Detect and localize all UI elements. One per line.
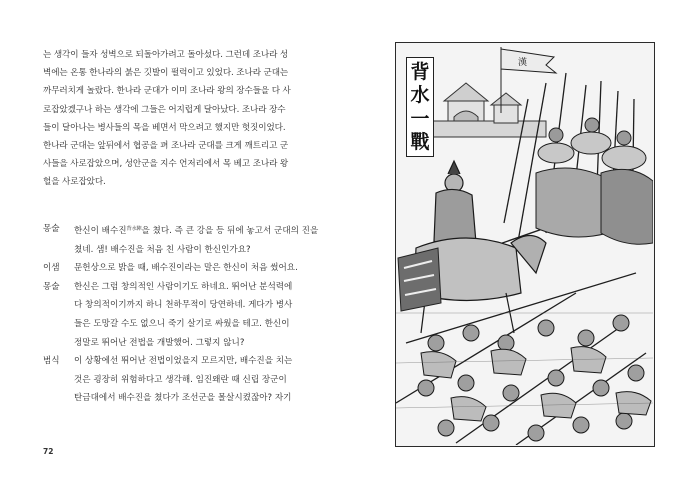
speech-text: [74, 352, 303, 408]
speech-line: 문헌상으로 밝을 때, 배수진이라는 말은 한신이 처음 썼어요.: [74, 263, 298, 274]
speech-line: 다 창의적이기까지 하니 천하무적이 당연하네. 게다가 병사: [74, 300, 293, 311]
speaker-name: 몽술: [43, 281, 60, 292]
caption-char: 一: [410, 107, 430, 130]
dialogue-entry: [43, 220, 319, 259]
speaker-name: 몽술: [43, 224, 60, 234]
speech-fragment: 을 쳤다. 즉 큰 강을 등 뒤에 놓고서 군대의 진을: [141, 226, 319, 236]
speech-line: 들은 도망갈 수도 없으니 죽기 살기로 싸웠을 테고. 한신이: [74, 318, 290, 329]
battle-illustration: [395, 42, 655, 447]
caption-char: 戰: [410, 131, 430, 154]
paragraph-line: 까무러치게 놀랐다. 한나라 군대가 이미 조나라 왕의 장수들을 다 사: [43, 86, 291, 97]
side-banner: [398, 248, 441, 311]
body-paragraph: [43, 46, 301, 192]
caption-char: 背: [410, 60, 430, 83]
hanja-note: 背水陣: [126, 226, 142, 232]
dialogue-section: [43, 220, 319, 408]
paragraph-line: 벽에는 온통 한나라의 붉은 깃발이 펄럭이고 있었다. 조나라 군대는: [43, 68, 289, 79]
dialogue-entry: [43, 259, 303, 278]
speaker-name: 이샘: [43, 263, 60, 274]
speech-text: [74, 220, 318, 259]
paragraph-line: 는 생각이 들자 성벽으로 되돌아가려고 돌아섰다. 그런데 조나라 성: [43, 50, 289, 60]
battle-scene-drawing: [396, 43, 653, 445]
speaker-name: 범식: [43, 356, 60, 367]
paragraph-line: 한나라 군대는 앞뒤에서 협공을 펴 조나라 군대를 크게 깨트리고 군: [43, 141, 289, 152]
paragraph-line: 로잡았겠구나 하는 생각에 그들은 어지럽게 달아났다. 조나라 장수: [43, 104, 286, 115]
right-page: [350, 0, 700, 491]
speech-fragment: 한신이 배수진: [74, 226, 127, 236]
speech-line: [74, 220, 318, 241]
dialogue-entry: [43, 278, 303, 352]
speech-text: [74, 278, 303, 352]
dialogue-entry: [43, 352, 303, 408]
speech-line: 이 상황에선 뛰어난 전법이었을지 모르지만, 배수진을 치는: [74, 356, 293, 367]
paragraph-line: 헐을 사로잡았다.: [43, 177, 106, 188]
speech-text: [74, 259, 303, 278]
caption-char: 水: [410, 84, 430, 107]
paragraph-line: 사들을 사로잡았으며, 성안군을 지수 언저리에서 목 베고 조나라 왕: [43, 159, 289, 170]
title-caption-box: [406, 57, 434, 157]
svg-text:漢: 漢: [518, 58, 528, 68]
speech-line: 탄금대에서 배수진을 쳤다가 조선군을 몰살시켰잖아? 자기: [74, 393, 292, 404]
speech-line: 정말로 뛰어난 전법을 개발했어. 그렇지 않니?: [74, 337, 245, 348]
speech-line: 쳤네. 샘! 배수진을 처음 친 사람이 한신인가요?: [74, 244, 251, 255]
paragraph-line: 들이 달아나는 병사들의 목을 베면서 막으려고 했지만 헛짓이었다.: [43, 122, 286, 133]
speech-line: 한신은 그럼 창의적인 사람이기도 하네요. 뛰어난 분석력에: [74, 281, 293, 292]
speech-line: 것은 굉장히 위험하다고 생각해. 임진왜란 때 신립 장군이: [74, 374, 287, 385]
page-number: 72: [43, 447, 54, 456]
